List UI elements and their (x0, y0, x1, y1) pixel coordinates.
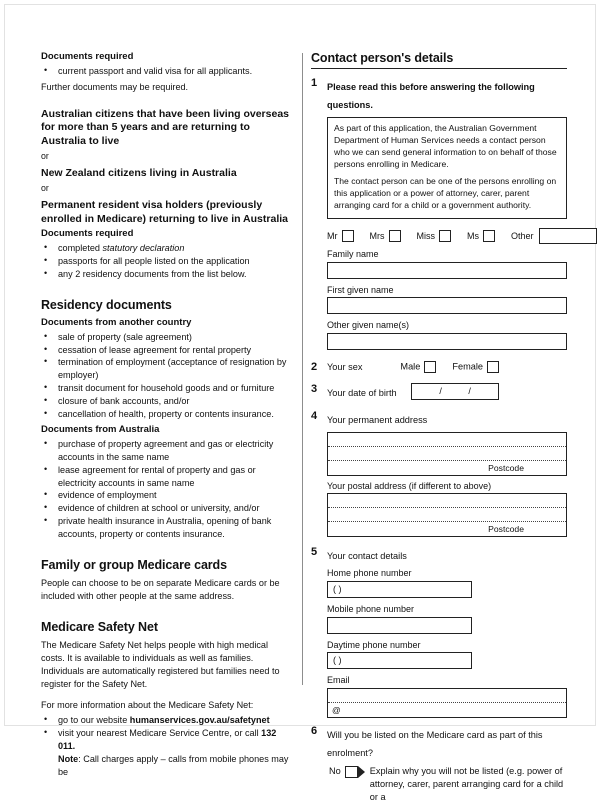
heading-new-zealand-citizens: New Zealand citizens living in Australia (41, 166, 237, 179)
list-item: • closure of bank accounts, and/or (41, 395, 293, 408)
address-line-3[interactable] (328, 461, 566, 475)
list-item: • lease agreement for rental of property and gas or electricity accounts in same name (41, 464, 293, 490)
heading-documents-from-australia: Documents from Australia (41, 424, 160, 435)
two-column-layout (5, 5, 597, 803)
checkbox-miss[interactable] (439, 230, 451, 242)
or-separator-2: or (41, 182, 49, 193)
input-home-phone[interactable]: ( ) (327, 581, 472, 598)
title-option-mr[interactable] (327, 230, 354, 242)
postal-address-line-2[interactable] (328, 508, 566, 522)
postal-address-line-1[interactable] (328, 494, 566, 508)
title-option-ms[interactable] (467, 230, 495, 242)
sex-label: Male (400, 361, 421, 372)
heading-documents-another-country: Documents from another country (41, 316, 192, 328)
list-item: • transit document for household goods and or furniture (41, 382, 293, 395)
list-item (41, 242, 293, 255)
question-number: 2 (311, 361, 318, 374)
note-label: Note (58, 754, 79, 765)
checkbox-no-with-arrow-icon[interactable] (345, 766, 358, 778)
list-item: • purchase of property agreement and gas or electricity accounts in the same name (41, 438, 293, 464)
name-fields-group (327, 249, 567, 350)
explain-text: Explain why you will not be listed (e.g. power of attorney, carer, parent arranging card for a child or a (369, 765, 564, 803)
question-4 (311, 410, 567, 428)
list-documents-required-1 (41, 65, 293, 78)
label-other-given-names: Other given name(s) (327, 320, 410, 331)
list-item: • passports for all people listed on the application (41, 255, 293, 268)
list-item: • cancellation of health, property or contents insurance. (41, 408, 293, 421)
list-item: • cessation of lease agreement for rental property (41, 344, 293, 357)
info-box (327, 117, 567, 219)
question-text: Your sex (327, 362, 363, 373)
input-daytime-phone[interactable]: ( ) (327, 652, 472, 669)
input-family-name[interactable] (327, 262, 567, 279)
question-text: Please read this before answering the following questions. (327, 82, 535, 110)
question-3 (311, 383, 567, 401)
note-text: : Call charges apply – calls from mobile phones may be (58, 754, 289, 778)
question-6-no-option[interactable] (329, 765, 567, 804)
input-title-other[interactable] (539, 228, 597, 244)
input-date-of-birth[interactable]: / / (411, 383, 499, 400)
document-page (4, 4, 596, 803)
input-first-given-name[interactable] (327, 297, 567, 314)
address-line-2[interactable] (328, 447, 566, 461)
no-label: No (329, 765, 341, 776)
permanent-address-group (327, 432, 567, 538)
sex-option-female[interactable] (452, 361, 499, 373)
question-6 (311, 725, 567, 761)
label-postal-postcode: Postcode (488, 524, 524, 535)
title-option-other[interactable] (511, 228, 597, 244)
input-mobile-phone[interactable] (327, 617, 472, 634)
question-number: 5 (311, 546, 318, 559)
question-text: Will you be listed on the Medicare card as part of this enrolment? (327, 729, 543, 758)
label-postcode: Postcode (488, 462, 524, 473)
bullet-text-prefix: go to our website (58, 715, 130, 726)
input-permanent-address[interactable] (327, 432, 567, 476)
address-line-1[interactable] (328, 433, 566, 447)
info-paragraph: The contact person can be one of the persons enrolling on this application or a power of attorney, carer, parent arranging card for a child or a government authority. (334, 176, 557, 211)
paragraph-safety-net: The Medicare Safety Net helps people with high medical costs. It is available to individuals as well as families. Individuals are automatically registered but families need to register for the Safety Net. (41, 639, 280, 689)
title-other-label: Other (511, 231, 534, 242)
question-text: Your permanent address (327, 414, 428, 425)
label-daytime-phone: Daytime phone number (327, 639, 421, 650)
list-documents-required-2 (41, 242, 293, 281)
checkbox-ms[interactable] (483, 230, 495, 242)
question-text: Your date of birth (327, 387, 397, 398)
question-2 (311, 361, 567, 373)
checkbox-mr[interactable] (342, 230, 354, 242)
list-item-emphasis: statutory declaration (102, 243, 185, 254)
list-item: • current passport and valid visa for all applicants. (41, 65, 293, 78)
list-item: • sale of property (sale agreement) (41, 331, 293, 344)
bullet-text-prefix: visit your nearest Medicare Service Centre, or call (58, 728, 262, 739)
label-first-given-name: First given name (327, 284, 394, 295)
sex-option-male[interactable] (400, 361, 436, 373)
question-text: Your contact details (327, 551, 407, 562)
heading-australian-citizens: Australian citizens that have been living overseas for more than 5 years and are returning to Australia to live (41, 107, 290, 147)
title-option-miss[interactable] (417, 230, 452, 242)
heading-family-group-medicare-cards: Family or group Medicare cards (41, 558, 227, 573)
column-divider (302, 53, 303, 685)
email-line-1[interactable] (328, 689, 566, 703)
postal-address-line-3[interactable] (328, 522, 566, 536)
page-title: Contact person's details (311, 51, 567, 69)
heading-permanent-resident-visa: Permanent resident visa holders (previously enrolled in Medicare) returning to live in Australia (41, 199, 288, 225)
title-label: Mr (327, 231, 338, 242)
title-label: Mrs (369, 231, 385, 242)
title-label: Miss (416, 231, 435, 242)
paragraph-more-information: For more information about the Medicare Safety Net: (41, 699, 254, 710)
question-number: 3 (311, 382, 318, 395)
heading-medicare-safety-net: Medicare Safety Net (41, 619, 158, 634)
left-column (41, 51, 293, 782)
list-item: • any 2 residency documents from the list below. (41, 268, 293, 281)
list-item: • private health insurance in Australia, opening of bank accounts, property or contents insurance. (41, 515, 293, 541)
sex-label: Female (452, 361, 483, 372)
info-paragraph: As part of this application, the Australian Government Department of Human Services needs a contact person who we can send general information to on behalf of those persons enrolling in Medicare. (334, 123, 557, 169)
phone-number: 132 011. (58, 728, 277, 752)
question-number: 6 (311, 724, 318, 737)
label-mobile-phone: Mobile phone number (327, 603, 415, 614)
checkbox-mrs[interactable] (389, 230, 401, 242)
paragraph-family-group: People can choose to be on separate Medicare cards or be included with other people at the same address. (41, 578, 280, 601)
label-family-name: Family name (327, 249, 379, 260)
title-selection-group (327, 228, 567, 350)
title-options-row (327, 228, 567, 244)
website-url: humanservices.gov.au/safetynet (129, 715, 270, 726)
sex-row (327, 361, 567, 373)
question-number: 1 (311, 77, 318, 89)
email-at-symbol: @ (332, 704, 341, 715)
heading-documents-required-2: Documents required (41, 228, 134, 240)
input-postal-address[interactable] (327, 493, 567, 537)
list-documents-from-australia (41, 438, 293, 541)
list-item: • evidence of employment (41, 489, 293, 502)
list-documents-another-country (41, 331, 293, 421)
label-postal-address: Your postal address (if different to above) (327, 480, 492, 491)
list-item-prefix: completed (58, 243, 103, 254)
list-item: • evidence of children at school or university, and/or (41, 502, 293, 515)
title-option-mrs[interactable] (370, 230, 401, 242)
input-other-given-names[interactable] (327, 333, 567, 350)
heading-documents-required-1: Documents required (41, 51, 134, 62)
list-safety-net-contacts (41, 714, 293, 779)
question-5 (311, 546, 567, 564)
question-number: 4 (311, 409, 318, 422)
title-label: Ms (467, 231, 479, 242)
list-item: • termination of employment (acceptance of resignation by employer) (41, 356, 293, 382)
checkbox-male[interactable] (424, 361, 436, 373)
label-home-phone: Home phone number (327, 568, 412, 579)
contact-details-group (327, 568, 567, 718)
right-column (311, 51, 567, 804)
paragraph-further-documents: Further documents may be required. (41, 81, 189, 92)
input-email[interactable] (327, 688, 567, 718)
list-item (41, 714, 293, 727)
list-item (41, 727, 293, 779)
heading-residency-documents: Residency documents (41, 297, 172, 312)
or-separator-1: or (41, 150, 49, 161)
checkbox-female[interactable] (487, 361, 499, 373)
label-email: Email (327, 675, 350, 686)
question-1 (311, 77, 567, 113)
